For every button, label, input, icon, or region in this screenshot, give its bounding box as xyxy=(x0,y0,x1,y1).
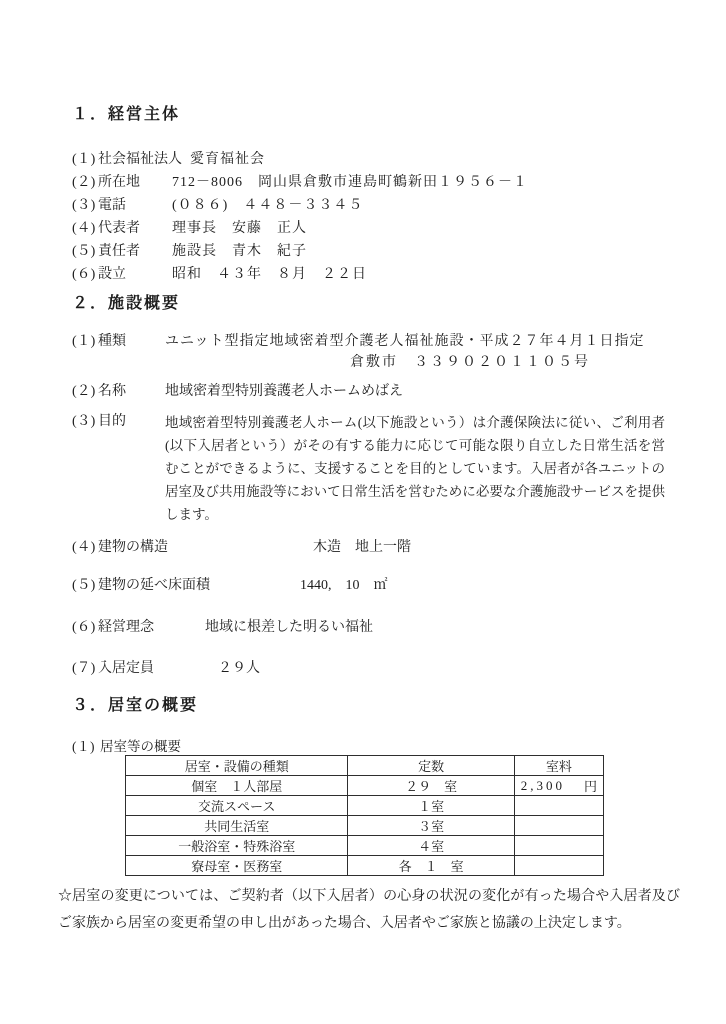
info-row xyxy=(72,575,672,597)
info-row xyxy=(72,171,672,194)
table-row xyxy=(126,856,604,876)
table-row xyxy=(126,816,604,836)
section-management xyxy=(72,148,672,286)
table-row xyxy=(126,796,604,816)
section-facility xyxy=(72,331,672,680)
section-heading-management: １．経営主体 xyxy=(72,106,181,123)
purpose-paragraph: 地域密着型特別養護老人ホーム(以下施設という）は介護保険法に従い、ご利用者(以下入居者という）がその有する能力に応じて可能な限り自立した日常生活を営むことができるように、支援することを目的としています。入居者が各ユニットの居室及び共用施設等において日常生活を営むために必要な介護施設サービスを提供します。 xyxy=(165,415,665,522)
info-row xyxy=(72,331,672,373)
item-value: 木造 地上一階 xyxy=(313,540,411,555)
item-number: (１) xyxy=(72,152,96,167)
item-value: 施設長 青木 紀子 xyxy=(172,244,307,259)
table-row xyxy=(126,776,604,796)
item-number: (２) xyxy=(72,384,96,399)
item-value: (０８６) ４４８－３３４５ xyxy=(172,198,364,213)
cell-room-type: 共同生活室 xyxy=(126,816,348,836)
table-row xyxy=(126,836,604,856)
room-change-note: ☆居室の変更については、ご契約者（以下入居者）の心身の状況の変化が有った場合や入居者及びご家族から居室の変更希望の申し出があった場合、入居者やご家族と協議の上決定します。 xyxy=(58,889,680,931)
info-row xyxy=(72,537,672,559)
item-number: (５) xyxy=(72,244,96,259)
item-value: 地域密着型特別養護老人ホームめばえ xyxy=(165,384,403,399)
info-row xyxy=(72,263,672,286)
cell-count: ２９ 室 xyxy=(348,776,514,796)
item-number: (５) xyxy=(72,578,96,593)
cell-count: 各 １ 室 xyxy=(348,856,514,876)
document-content xyxy=(58,104,680,951)
fee-amount: 2,300 xyxy=(520,777,566,793)
item-label: 種類 xyxy=(98,334,126,349)
fee-unit: 円 xyxy=(583,779,597,794)
item-label: 建物の延べ床面積 xyxy=(98,578,210,593)
cell-fee xyxy=(514,856,603,876)
item-value: 712－8006 岡山県倉敷市連島町鶴新田１９５６－１ xyxy=(172,175,528,190)
section-heading-rooms: ３．居室の概要 xyxy=(72,697,199,714)
item-label: 責任者 xyxy=(98,244,140,259)
rooms-table xyxy=(125,755,604,876)
item-number: (４) xyxy=(72,540,96,555)
item-number: (４) xyxy=(72,221,96,236)
item-label: 設立 xyxy=(98,267,126,282)
rooms-table-header-row xyxy=(126,756,604,776)
item-number: (６) xyxy=(72,620,96,635)
info-row xyxy=(72,617,672,639)
item-label: 経営理念 xyxy=(98,620,154,635)
cell-fee xyxy=(514,796,603,816)
info-row xyxy=(72,148,672,171)
item-label: 社会福祉法人 xyxy=(98,152,182,167)
item-number: (３) xyxy=(72,414,96,429)
item-label: 名称 xyxy=(98,384,126,399)
item-label: 代表者 xyxy=(98,221,140,236)
item-value: 昭和 ４３年 ８月 ２２日 xyxy=(172,267,367,282)
item-number: (６) xyxy=(72,267,96,282)
item-number: (１) xyxy=(72,739,95,754)
facility-type-line1: ユニット型指定地域密着型介護老人福祉施設・平成２７年４月１日指定 xyxy=(165,334,645,349)
cell-room-type: 交流スペース xyxy=(126,796,348,816)
header-fee: 室料 xyxy=(514,756,603,776)
item-label: 所在地 xyxy=(98,175,140,190)
info-row xyxy=(72,194,672,217)
section-rooms xyxy=(58,738,680,937)
item-label: 建物の構造 xyxy=(98,540,168,555)
item-value: 1440, 10 ㎡ xyxy=(300,578,388,593)
cell-fee xyxy=(514,816,603,836)
header-count: 定数 xyxy=(348,756,514,776)
item-value: 理事長 安藤 正人 xyxy=(172,221,307,236)
item-label: 入居定員 xyxy=(98,661,154,676)
info-row xyxy=(72,217,672,240)
item-number: (２) xyxy=(72,175,96,190)
header-room-type: 居室・設備の種類 xyxy=(126,756,348,776)
cell-count: ３室 xyxy=(348,816,514,836)
cell-room-type: 個室 １人部屋 xyxy=(126,776,348,796)
info-row xyxy=(72,411,672,526)
info-row xyxy=(72,658,672,680)
cell-count: ４室 xyxy=(348,836,514,856)
facility-type-line2: 倉敷市 ３３９０２０１１０５号 xyxy=(350,355,590,370)
cell-fee xyxy=(514,776,603,796)
item-value: 愛育福祉会 xyxy=(190,152,265,167)
section-heading-facility: ２．施設概要 xyxy=(72,295,181,312)
item-label: 目的 xyxy=(98,414,126,429)
info-row xyxy=(72,240,672,263)
item-value: ２９人 xyxy=(218,661,260,676)
cell-count: １室 xyxy=(348,796,514,816)
item-number: (３) xyxy=(72,198,96,213)
item-number: (１) xyxy=(72,334,96,349)
item-label: 電話 xyxy=(98,198,126,213)
cell-room-type: 寮母室・医務室 xyxy=(126,856,348,876)
cell-fee xyxy=(514,836,603,856)
item-value: 地域に根差した明るい福祉 xyxy=(205,620,373,635)
rooms-subheading-label: 居室等の概要 xyxy=(100,739,181,754)
cell-room-type: 一般浴室・特殊浴室 xyxy=(126,836,348,856)
rooms-subheading xyxy=(72,738,672,755)
info-row xyxy=(72,381,672,403)
item-number: (７) xyxy=(72,661,96,676)
item-value xyxy=(165,331,644,373)
